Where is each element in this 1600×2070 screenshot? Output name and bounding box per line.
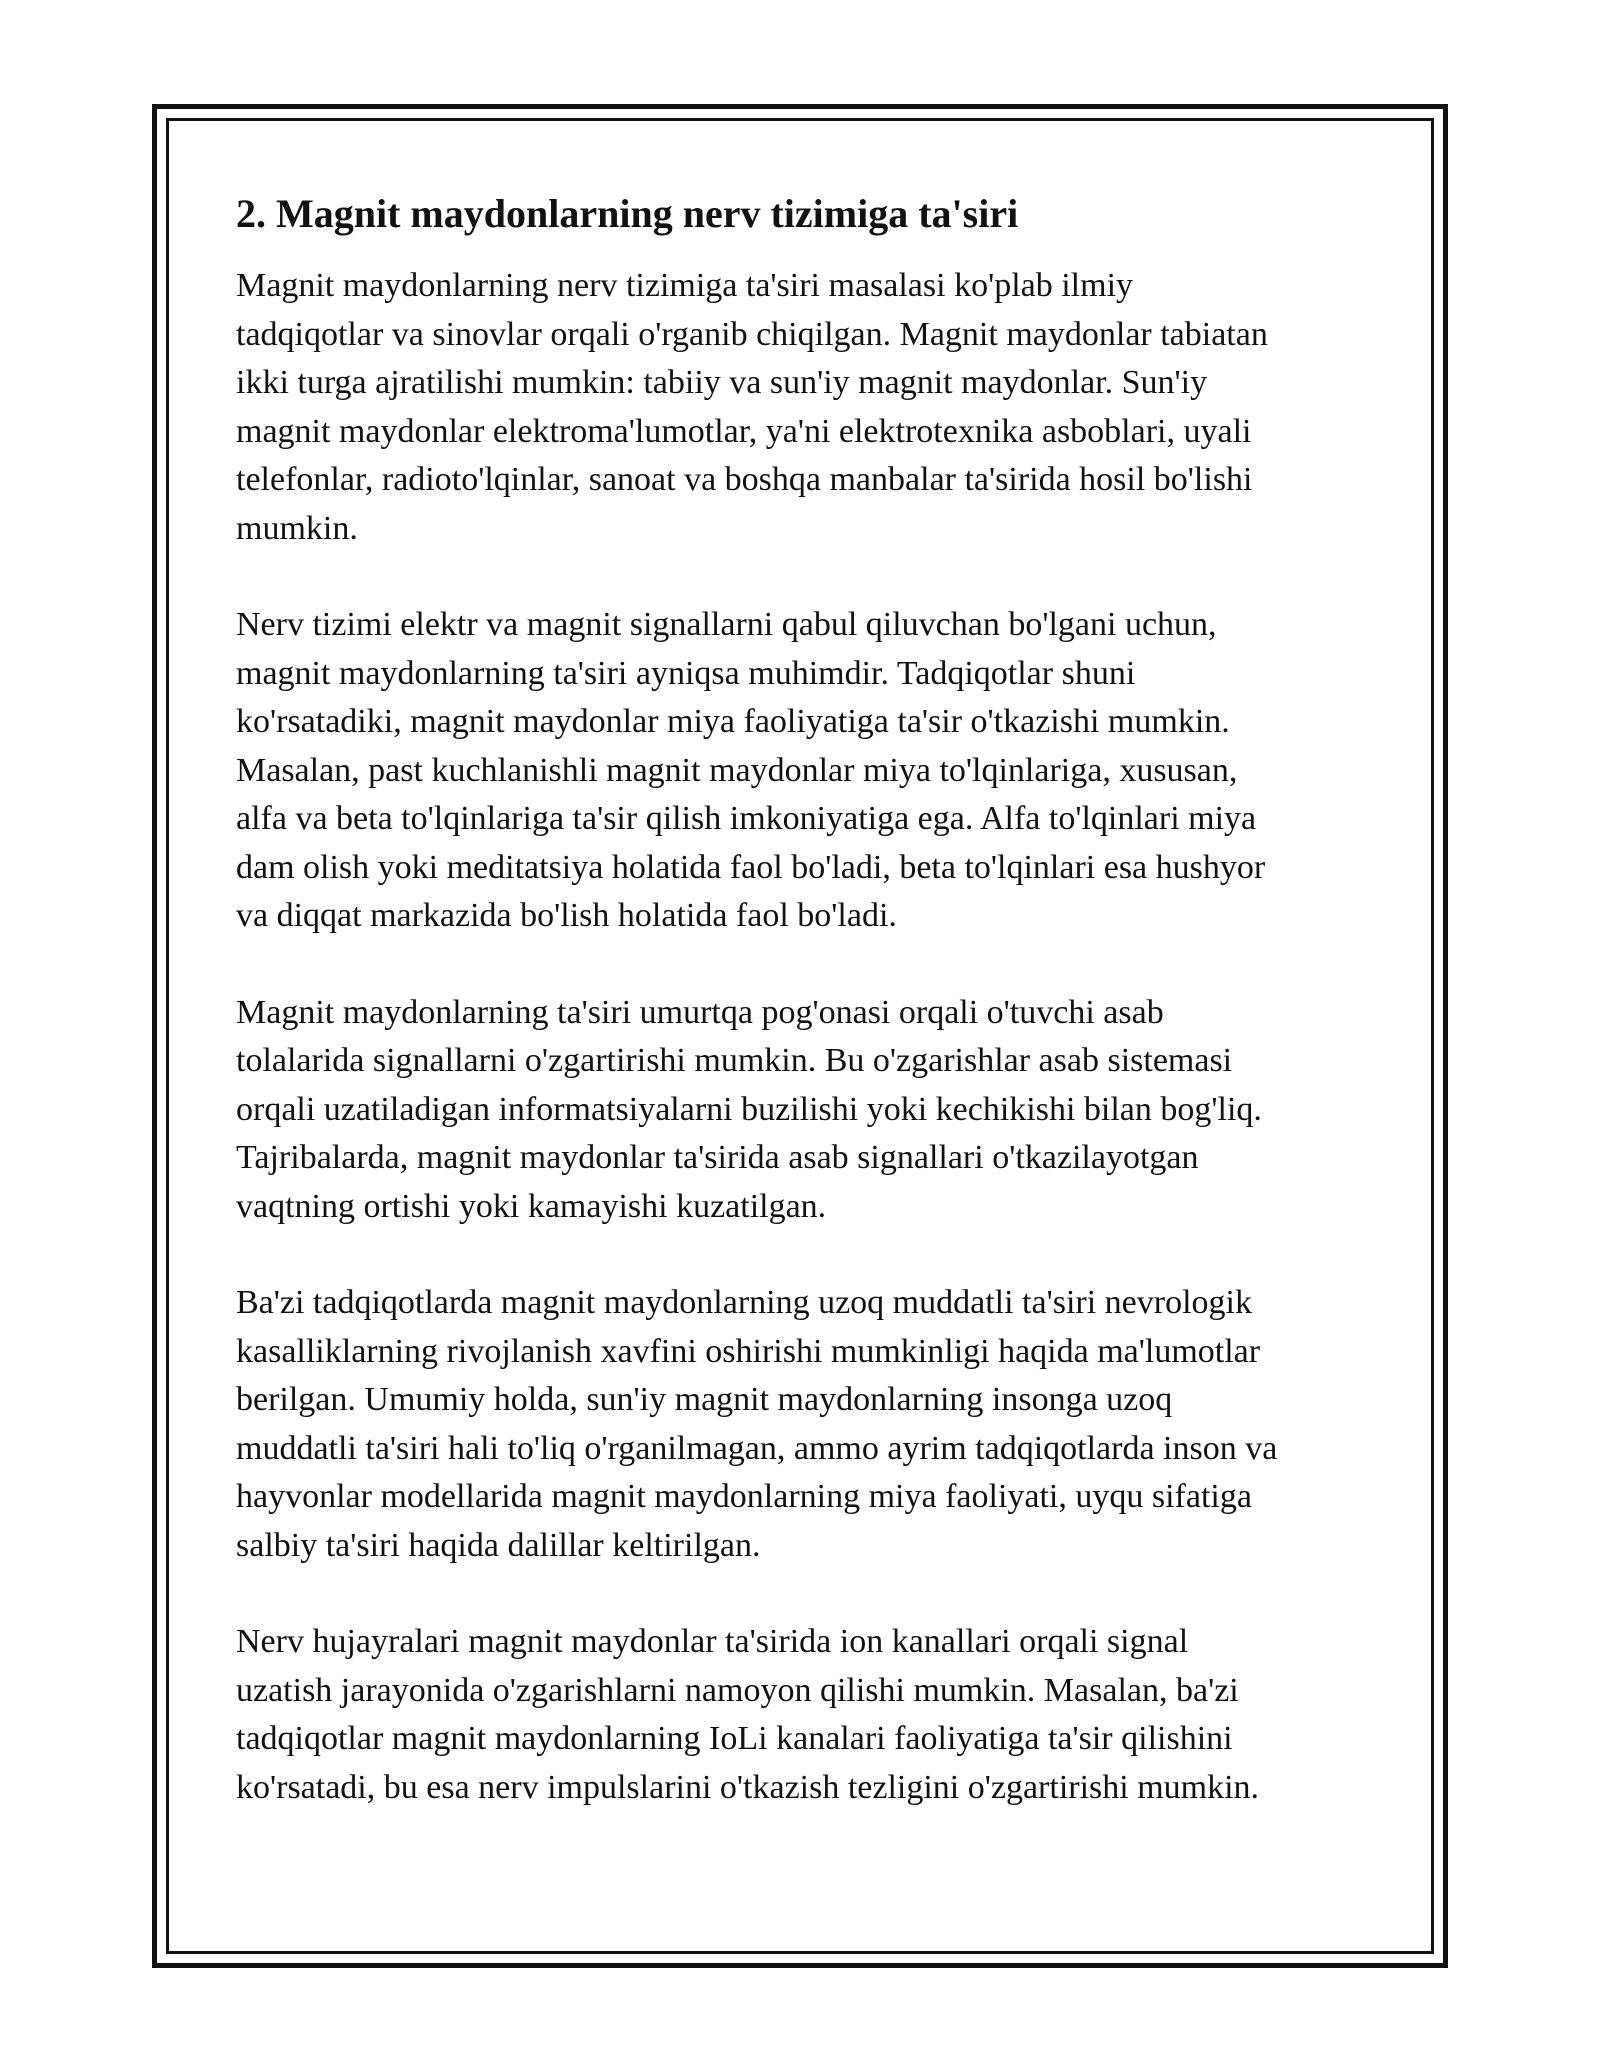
paragraph-2: Nerv tizimi elektr va magnit signallarni qabul qiluvchan bo'lgani uchun, magnit maydonlarning ta'siri ayniqsa muhimdir. Tadqiqotlar shuni ko'rsatadiki, magnit maydonlar miya faoliyatiga ta'sir o'tkazishi mumkin. Masalan, past kuchlanishli magnit maydonlar miya to'lqinlariga, xususan, alfa va beta to'lqinlariga ta'sir qilish imkoniyatiga ega. Alfa to'lqinlari miya dam olish yoki meditatsiya holatida faol bo'ladi, beta to'lqinlari esa hushyor va diqqat markazida bo'lish holatida faol bo'ladi. <box>236 606 1266 934</box>
document-body <box>236 186 1376 1860</box>
paragraph-4: Ba'zi tadqiqotlarda magnit maydonlarning uzoq muddatli ta'siri nevrologik kasalliklarning rivojlanish xavfini oshirishi mumkinligi haqida ma'lumotlar berilgan. Umumiy holda, sun'iy magnit maydonlarning insonga uzoq muddatli ta'siri hali to'liq o'rganilmagan, ammo ayrim tadqiqotlarda inson va hayvonlar modellarida magnit maydonlarning miya faoliyati, uyqu sifatiga salbiy ta'siri haqida dalillar keltirilgan. <box>236 1284 1278 1564</box>
paragraph-5: Nerv hujayralari magnit maydonlar ta'sirida ion kanallari orqali signal uzatish jarayonida o'zgarishlarni namoyon qilishi mumkin. Masalan, ba'zi tadqiqotlar magnit maydonlarning IoLi kanalari faoliyatiga ta'sir qilishini ko'rsatadi, bu esa nerv impulslarini o'tkazish tezligini o'zgartirishi mumkin. <box>236 1623 1260 1806</box>
section-title: 2. Magnit maydonlarning nerv tizimiga ta'siri <box>236 191 1019 236</box>
paragraph-1: Magnit maydonlarning nerv tizimiga ta'siri masalasi ko'plab ilmiy tadqiqotlar va sinovlar orqali o'rganib chiqilgan. Magnit maydonlar tabiatan ikki turga ajratilishi mumkin: tabiiy va sun'iy magnit maydonlar. Sun'iy magnit maydonlar elektroma'lumotlar, ya'ni elektrotexnika asboblari, uyali telefonlar, radioto'lqinlar, sanoat va boshqa manbalar ta'sirida hosil bo'lishi mumkin. <box>236 267 1268 547</box>
paragraph-3: Magnit maydonlarning ta'siri umurtqa pog'onasi orqali o'tuvchi asab tolalarida signallarni o'zgartirishi mumkin. Bu o'zgarishlar asab sistemasi orqali uzatiladigan informatsiyalarni buzilishi yoki kechikishi bilan bog'liq. Tajribalarda, magnit maydonlar ta'sirida asab signallari o'tkazilayotgan vaqtning ortishi yoki kamayishi kuzatilgan. <box>236 993 1262 1225</box>
